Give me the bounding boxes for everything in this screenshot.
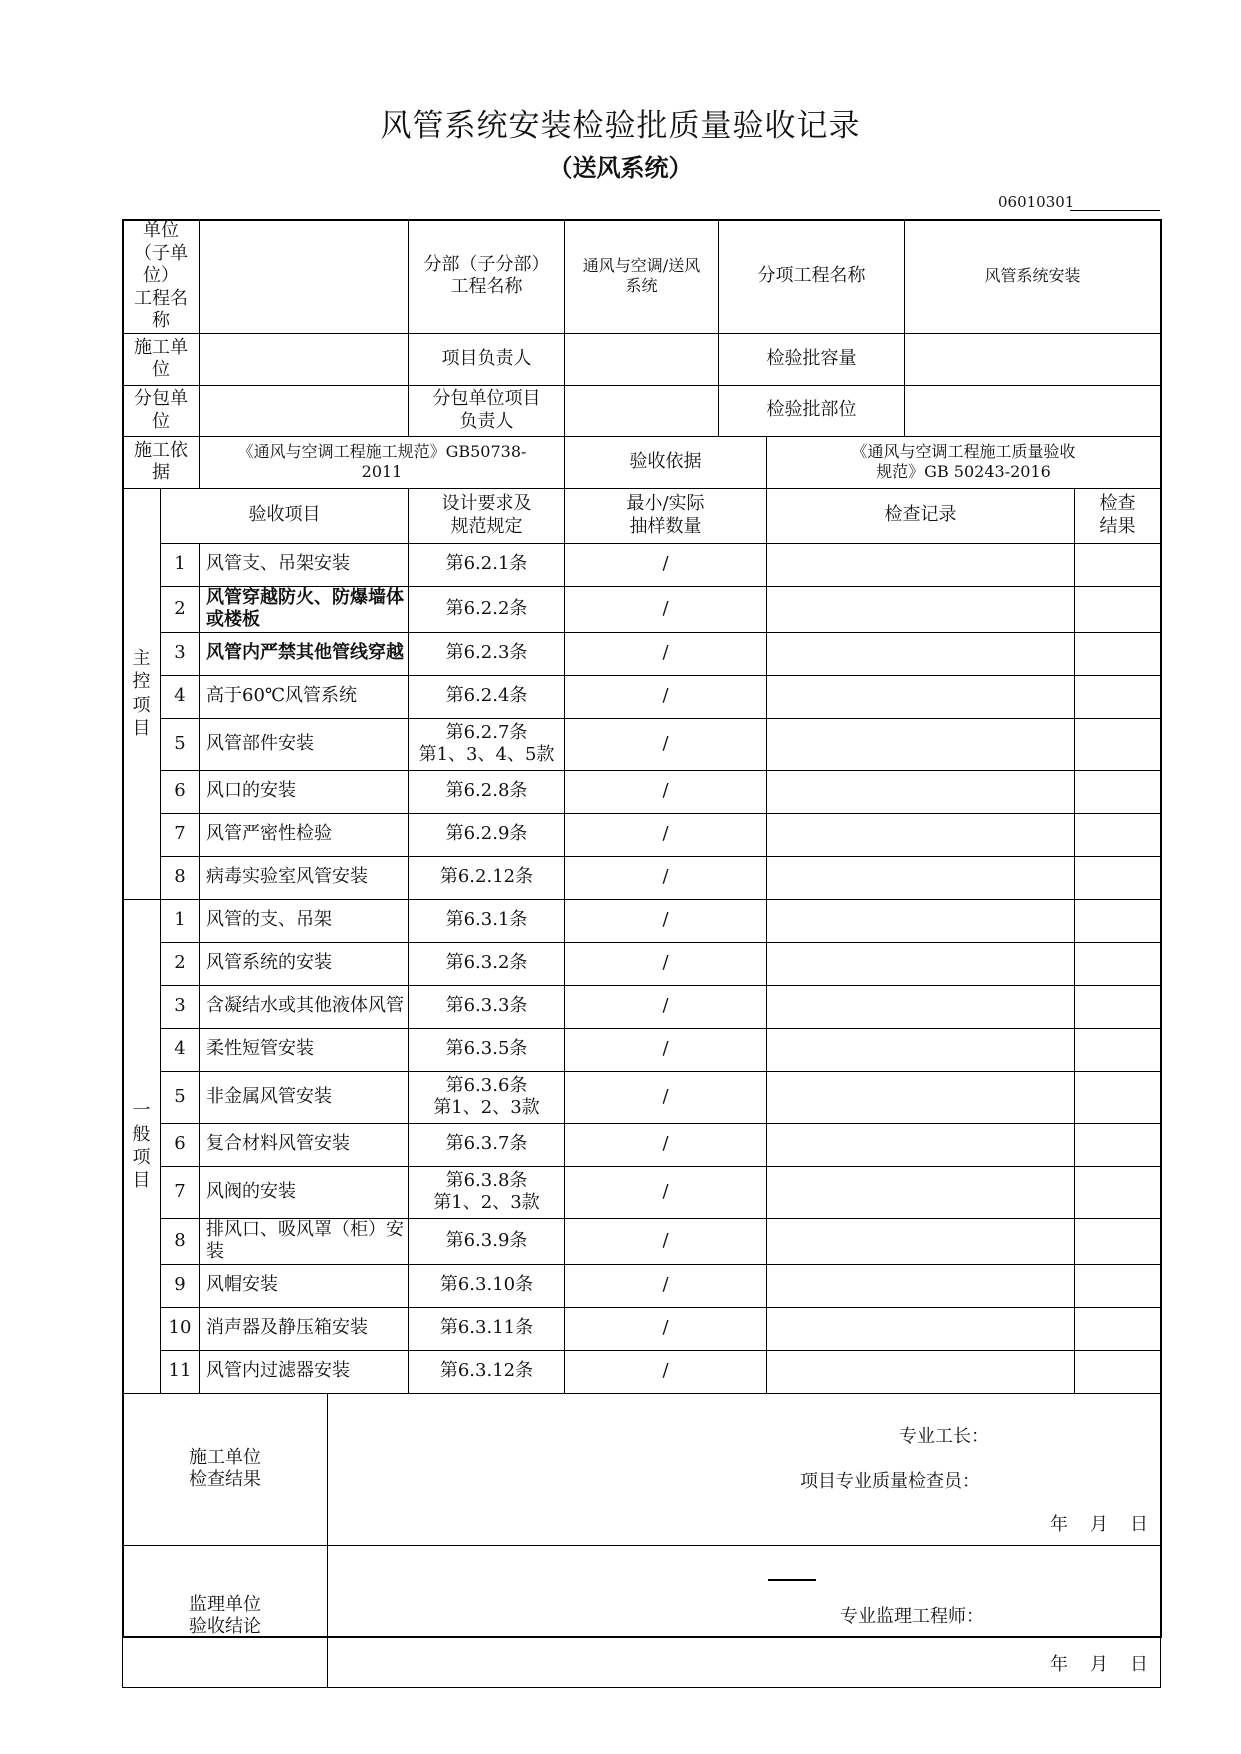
row-item: 风管系统的安装 bbox=[200, 942, 409, 985]
row-sample[interactable]: / bbox=[565, 718, 767, 770]
supervision-label: 监理单位 验收结论 bbox=[123, 1545, 328, 1687]
quality-inspector-label: 项目专业质量检查员： bbox=[800, 1470, 980, 1492]
table-row bbox=[123, 718, 1161, 770]
row-number: 3 bbox=[161, 985, 200, 1028]
row-item: 含凝结水或其他液体风管 bbox=[200, 985, 409, 1028]
row-number: 7 bbox=[161, 813, 200, 856]
row-record[interactable] bbox=[767, 856, 1075, 899]
row-result[interactable] bbox=[1075, 942, 1161, 985]
row-result[interactable] bbox=[1075, 1166, 1161, 1218]
row-requirement: 第6.3.12条 bbox=[409, 1350, 565, 1393]
project-manager-field[interactable] bbox=[565, 333, 719, 385]
supervision-row bbox=[123, 1545, 1161, 1687]
table-row bbox=[123, 1307, 1161, 1350]
row-requirement: 第6.3.2条 bbox=[409, 942, 565, 985]
row-sample[interactable]: / bbox=[565, 985, 767, 1028]
header-row-subcontractor bbox=[123, 385, 1161, 436]
row-sample[interactable]: / bbox=[565, 1071, 767, 1123]
table-row bbox=[123, 813, 1161, 856]
column-sample: 最小/实际 抽样数量 bbox=[565, 488, 767, 543]
supervision-engineer-label: 专业监理工程师： bbox=[840, 1605, 984, 1627]
batch-capacity-field[interactable] bbox=[905, 333, 1161, 385]
subitem-label: 分项工程名称 bbox=[719, 220, 905, 334]
row-requirement: 第6.3.7条 bbox=[409, 1123, 565, 1166]
row-record[interactable] bbox=[767, 718, 1075, 770]
row-requirement: 第6.3.6条 第1、2、3款 bbox=[409, 1071, 565, 1123]
row-sample[interactable]: / bbox=[565, 1350, 767, 1393]
row-item: 风管支、吊架安装 bbox=[200, 543, 409, 586]
row-item: 消声器及静压箱安装 bbox=[200, 1307, 409, 1350]
row-item: 风口的安装 bbox=[200, 770, 409, 813]
acceptance-basis-label: 验收依据 bbox=[565, 436, 767, 488]
row-item: 复合材料风管安装 bbox=[200, 1123, 409, 1166]
date-year-label: 年 bbox=[1050, 1653, 1068, 1675]
division-label: 分部（子分部） 工程名称 bbox=[409, 220, 565, 334]
row-result[interactable] bbox=[1075, 899, 1161, 942]
row-number: 4 bbox=[161, 675, 200, 718]
row-record[interactable] bbox=[767, 942, 1075, 985]
row-requirement: 第6.2.12条 bbox=[409, 856, 565, 899]
row-sample[interactable]: / bbox=[565, 1166, 767, 1218]
row-requirement: 第6.3.3条 bbox=[409, 985, 565, 1028]
row-requirement: 第6.2.3条 bbox=[409, 632, 565, 675]
batch-capacity-label: 检验批容量 bbox=[719, 333, 905, 385]
date-day-label: 日 bbox=[1130, 1513, 1148, 1535]
row-number: 2 bbox=[161, 586, 200, 632]
row-result[interactable] bbox=[1075, 718, 1161, 770]
row-record[interactable] bbox=[767, 985, 1075, 1028]
batch-location-field[interactable] bbox=[905, 385, 1161, 436]
row-item: 柔性短管安装 bbox=[200, 1028, 409, 1071]
subcontractor-label: 分包单位 bbox=[123, 385, 200, 436]
row-number: 8 bbox=[161, 856, 200, 899]
row-record[interactable] bbox=[767, 1166, 1075, 1218]
table-row bbox=[123, 1166, 1161, 1218]
subcontractor-field[interactable] bbox=[200, 385, 409, 436]
row-item: 高于60℃风管系统 bbox=[200, 675, 409, 718]
row-requirement: 第6.3.5条 bbox=[409, 1028, 565, 1071]
supervision-area[interactable] bbox=[328, 1545, 1161, 1687]
table-row bbox=[123, 586, 1161, 632]
column-item: 验收项目 bbox=[161, 488, 409, 543]
page-subtitle: （送风系统） bbox=[548, 154, 693, 182]
general-items-label: 一 般 项 目 bbox=[123, 899, 161, 1393]
date-month-label: 月 bbox=[1090, 1513, 1108, 1535]
row-item: 排风口、吸风罩（柜）安装 bbox=[200, 1218, 409, 1264]
row-item: 风帽安装 bbox=[200, 1264, 409, 1307]
row-result[interactable] bbox=[1075, 813, 1161, 856]
row-record[interactable] bbox=[767, 1307, 1075, 1350]
row-item: 病毒实验室风管安装 bbox=[200, 856, 409, 899]
row-item: 风阀的安装 bbox=[200, 1166, 409, 1218]
row-requirement: 第6.2.7条 第1、3、4、5款 bbox=[409, 718, 565, 770]
unit-project-label: 单位（子单位） 工程名称 bbox=[123, 220, 200, 334]
row-number: 3 bbox=[161, 632, 200, 675]
document-number: 06010301 bbox=[998, 193, 1075, 211]
row-number: 11 bbox=[161, 1350, 200, 1393]
table-row bbox=[123, 1264, 1161, 1307]
construction-check-row bbox=[123, 1393, 1161, 1545]
table-row bbox=[123, 770, 1161, 813]
row-result[interactable] bbox=[1075, 586, 1161, 632]
subcontractor-pm-label: 分包单位项目 负责人 bbox=[409, 385, 565, 436]
row-requirement: 第6.3.8条 第1、2、3款 bbox=[409, 1166, 565, 1218]
table-row bbox=[123, 675, 1161, 718]
row-number: 4 bbox=[161, 1028, 200, 1071]
contractor-field[interactable] bbox=[200, 333, 409, 385]
row-record[interactable] bbox=[767, 770, 1075, 813]
construction-check-area[interactable] bbox=[328, 1393, 1161, 1545]
row-sample[interactable]: / bbox=[565, 1028, 767, 1071]
table-row bbox=[123, 1071, 1161, 1123]
table-row bbox=[123, 1123, 1161, 1166]
foreman-label: 专业工长： bbox=[899, 1425, 989, 1447]
column-record: 检查记录 bbox=[767, 488, 1075, 543]
document-number-blank bbox=[1070, 210, 1160, 211]
row-item: 风管穿越防火、防爆墙体或楼板 bbox=[200, 586, 409, 632]
table-row bbox=[123, 856, 1161, 899]
row-requirement: 第6.3.11条 bbox=[409, 1307, 565, 1350]
row-result[interactable] bbox=[1075, 1350, 1161, 1393]
row-number: 7 bbox=[161, 1166, 200, 1218]
row-record[interactable] bbox=[767, 543, 1075, 586]
subcontractor-pm-field[interactable] bbox=[565, 385, 719, 436]
table-row bbox=[123, 1350, 1161, 1393]
division-value[interactable]: 通风与空调/送风 系统 bbox=[565, 220, 719, 334]
row-requirement: 第6.3.1条 bbox=[409, 899, 565, 942]
row-sample[interactable]: / bbox=[565, 586, 767, 632]
row-requirement: 第6.2.8条 bbox=[409, 770, 565, 813]
row-sample[interactable]: / bbox=[565, 942, 767, 985]
date-year-label: 年 bbox=[1050, 1513, 1068, 1535]
contractor-label: 施工单位 bbox=[123, 333, 200, 385]
row-number: 5 bbox=[161, 1071, 200, 1123]
row-result[interactable] bbox=[1075, 1264, 1161, 1307]
header-row-contractor bbox=[123, 333, 1161, 385]
column-header-row bbox=[123, 488, 1161, 543]
row-sample[interactable]: / bbox=[565, 1307, 767, 1350]
unit-project-field[interactable] bbox=[200, 220, 409, 334]
row-requirement: 第6.2.9条 bbox=[409, 813, 565, 856]
table-row bbox=[123, 1028, 1161, 1071]
row-number: 5 bbox=[161, 718, 200, 770]
row-result[interactable] bbox=[1075, 1218, 1161, 1264]
construction-check-label: 施工单位 检查结果 bbox=[123, 1393, 328, 1545]
row-result[interactable] bbox=[1075, 543, 1161, 586]
row-record[interactable] bbox=[767, 675, 1075, 718]
row-result[interactable] bbox=[1075, 1123, 1161, 1166]
row-requirement: 第6.2.2条 bbox=[409, 586, 565, 632]
row-number: 8 bbox=[161, 1218, 200, 1264]
date-month-label: 月 bbox=[1090, 1653, 1108, 1675]
row-record[interactable] bbox=[767, 1028, 1075, 1071]
row-requirement: 第6.2.1条 bbox=[409, 543, 565, 586]
construction-basis-value[interactable]: 《通风与空调工程施工规范》GB50738- 2011 bbox=[200, 436, 565, 488]
row-sample[interactable]: / bbox=[565, 675, 767, 718]
table-row bbox=[123, 899, 1161, 942]
row-result[interactable] bbox=[1075, 856, 1161, 899]
row-number: 10 bbox=[161, 1307, 200, 1350]
row-sample[interactable]: / bbox=[565, 813, 767, 856]
row-number: 6 bbox=[161, 770, 200, 813]
row-requirement: 第6.2.4条 bbox=[409, 675, 565, 718]
acceptance-basis-value[interactable]: 《通风与空调工程施工质量验收 规范》GB 50243-2016 bbox=[767, 436, 1161, 488]
row-item: 风管部件安装 bbox=[200, 718, 409, 770]
column-result: 检查 结果 bbox=[1075, 488, 1161, 543]
row-record[interactable] bbox=[767, 1350, 1075, 1393]
date-day-label: 日 bbox=[1130, 1653, 1148, 1675]
row-number: 6 bbox=[161, 1123, 200, 1166]
row-requirement: 第6.3.9条 bbox=[409, 1218, 565, 1264]
row-sample[interactable]: / bbox=[565, 1264, 767, 1307]
row-sample[interactable]: / bbox=[565, 1218, 767, 1264]
row-record[interactable] bbox=[767, 1071, 1075, 1123]
row-result[interactable] bbox=[1075, 675, 1161, 718]
row-record[interactable] bbox=[767, 632, 1075, 675]
subitem-value[interactable]: 风管系统安装 bbox=[905, 220, 1161, 334]
row-number: 9 bbox=[161, 1264, 200, 1307]
row-sample[interactable]: / bbox=[565, 856, 767, 899]
row-record[interactable] bbox=[767, 1123, 1075, 1166]
row-record[interactable] bbox=[767, 813, 1075, 856]
table-row bbox=[123, 543, 1161, 586]
project-manager-label: 项目负责人 bbox=[409, 333, 565, 385]
row-record[interactable] bbox=[767, 1218, 1075, 1264]
row-result[interactable] bbox=[1075, 1028, 1161, 1071]
batch-location-label: 检验批部位 bbox=[719, 385, 905, 436]
table-row bbox=[123, 942, 1161, 985]
row-result[interactable] bbox=[1075, 985, 1161, 1028]
row-result[interactable] bbox=[1075, 632, 1161, 675]
row-item: 风管内严禁其他管线穿越 bbox=[200, 632, 409, 675]
row-item: 风管严密性检验 bbox=[200, 813, 409, 856]
row-sample[interactable]: / bbox=[565, 632, 767, 675]
row-item: 风管的支、吊架 bbox=[200, 899, 409, 942]
inspection-form bbox=[122, 219, 1161, 1688]
row-result[interactable] bbox=[1075, 1071, 1161, 1123]
row-number: 2 bbox=[161, 942, 200, 985]
row-item: 风管内过滤器安装 bbox=[200, 1350, 409, 1393]
table-row bbox=[123, 632, 1161, 675]
row-item: 非金属风管安装 bbox=[200, 1071, 409, 1123]
page-title: 风管系统安装检验批质量验收记录 bbox=[380, 108, 861, 144]
signature-mark bbox=[768, 1579, 816, 1581]
row-requirement: 第6.3.10条 bbox=[409, 1264, 565, 1307]
main-control-label: 主 控 项 目 bbox=[123, 488, 161, 899]
row-record[interactable] bbox=[767, 1264, 1075, 1307]
row-sample[interactable]: / bbox=[565, 770, 767, 813]
row-sample[interactable]: / bbox=[565, 543, 767, 586]
row-result[interactable] bbox=[1075, 770, 1161, 813]
table-row bbox=[123, 1218, 1161, 1264]
row-sample[interactable]: / bbox=[565, 1123, 767, 1166]
row-result[interactable] bbox=[1075, 1307, 1161, 1350]
construction-basis-label: 施工依据 bbox=[123, 436, 200, 488]
row-number: 1 bbox=[161, 543, 200, 586]
row-number: 1 bbox=[161, 899, 200, 942]
row-record[interactable] bbox=[767, 899, 1075, 942]
row-record[interactable] bbox=[767, 586, 1075, 632]
row-sample[interactable]: / bbox=[565, 899, 767, 942]
header-row-basis bbox=[123, 436, 1161, 488]
column-requirement: 设计要求及 规范规定 bbox=[409, 488, 565, 543]
table-row bbox=[123, 985, 1161, 1028]
header-row-project bbox=[123, 220, 1161, 334]
